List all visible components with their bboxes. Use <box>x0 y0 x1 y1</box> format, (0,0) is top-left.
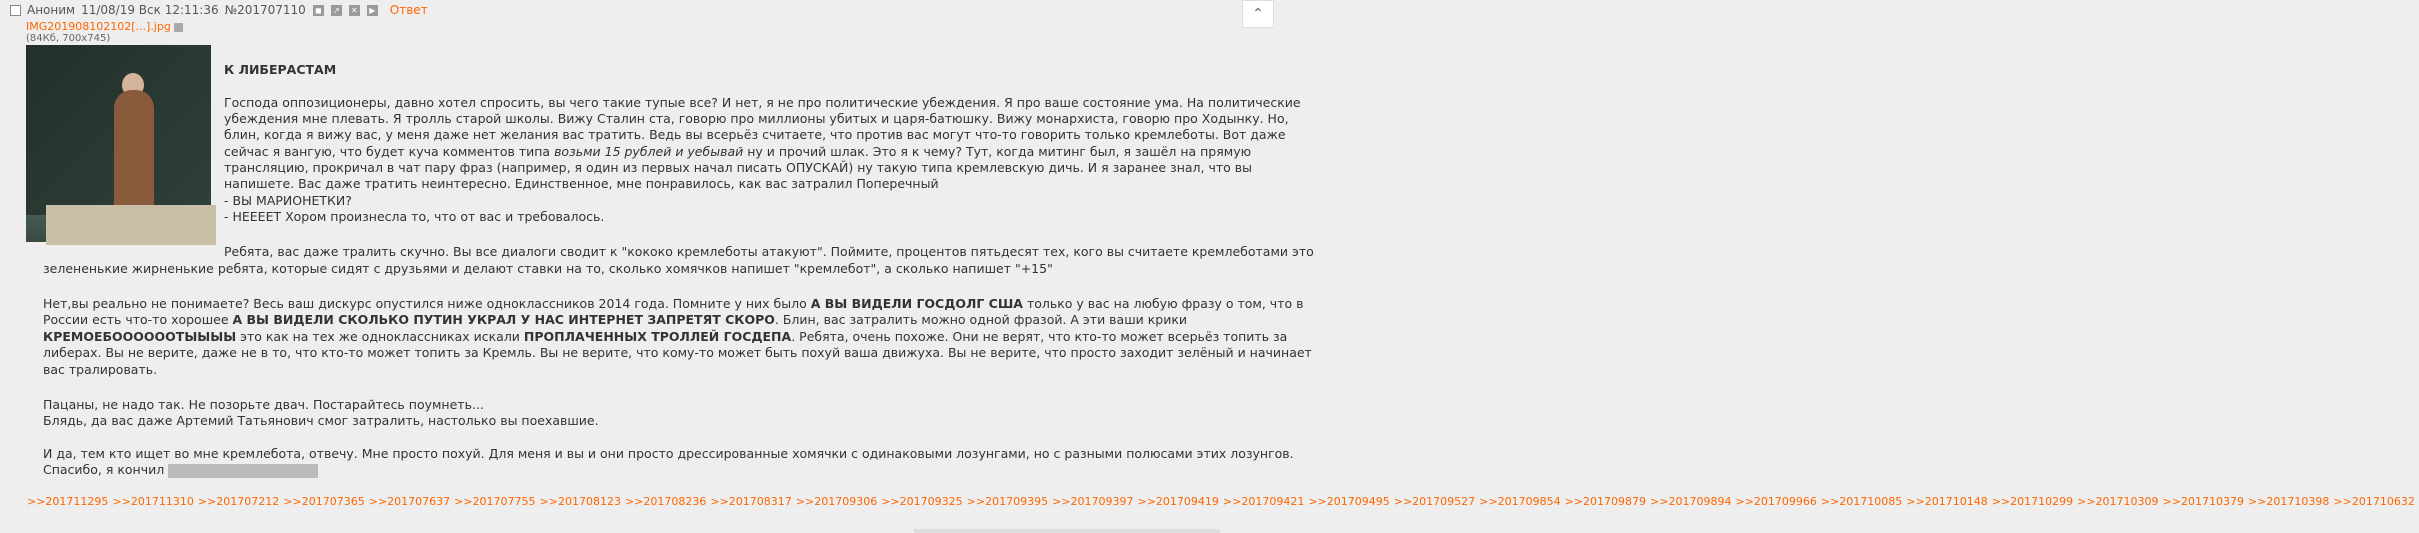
p3-line-3 <box>43 329 1287 346</box>
reply-link-4[interactable]: >>201707365 <box>283 495 365 508</box>
file-name[interactable]: IMG201908102102[...].jpg <box>26 20 171 33</box>
p1-line-2: убеждения мне плевать. Я тролль старой школы. Вижу Сталин ста, говорю про миллионы убитых и царя-батюшку. Вижу монархиста, говорю про Ходынку. Но, <box>224 111 1289 126</box>
reply-link-27[interactable]: >>201710398 <box>2247 495 2330 508</box>
reply-link-16[interactable]: >>201709495 <box>1308 495 1390 508</box>
p2-line-2: зелененькие жирненькие ребята, которые сидят с друзьями и делают ставки на то, сколько хомячков напишет "кремлебот", а сколько напишет "+15" <box>43 261 1053 276</box>
p1-line-3: блин, когда я вижу вас, у меня даже нет желания вас тратить. Ведь вы всерьёз считаете, что против вас могут что-то говорить только кремлеботы. Вот даже <box>224 127 1286 142</box>
replies-list <box>27 494 2415 509</box>
arrow-up-icon[interactable]: ⌃ <box>1242 0 1274 28</box>
p3-text-c: России есть что-то хорошее <box>43 312 233 327</box>
post-image-thumbnail[interactable] <box>26 45 211 242</box>
p3-text-f: . Ребята, очень похоже. Они не верят, что кто-то может всерьёз топить за <box>791 329 1288 344</box>
reply-link-28[interactable]: >>201710632 <box>2333 495 2415 508</box>
spoiler-block[interactable] <box>168 464 318 478</box>
play-icon[interactable]: ▶ <box>367 5 378 16</box>
p3-text-d: . Блин, вас затралить можно одной фразой. А эти ваши крики <box>774 312 1188 327</box>
reply-link-9[interactable]: >>201708317 <box>710 495 792 508</box>
p1-line-4 <box>224 144 1251 161</box>
p3-line-1 <box>43 296 1303 313</box>
p5-text: Спасибо, я кончил <box>43 462 165 477</box>
reply-link-24[interactable]: >>201710299 <box>1991 495 2074 508</box>
reply-link-21[interactable]: >>201709966 <box>1735 495 1817 508</box>
p3-bold-3: КРЕМОЕБООООООТЫЫЫЫ <box>43 329 237 344</box>
post-header <box>10 2 428 18</box>
reply-link-25[interactable]: >>201710309 <box>2077 495 2159 508</box>
hide-icon[interactable]: ◼ <box>313 5 324 16</box>
expand-icon[interactable]: ↗ <box>331 5 342 16</box>
reply-link-10[interactable]: >>201709306 <box>795 495 878 508</box>
p1-line-5: трансляцию, прокричал в чат пару фраз (например, я один из первых начал писать ОПУСКАЙ) ну такую типа кремлевскую дичь. И я заранее знал, что вы <box>224 160 1252 175</box>
reply-link-11[interactable]: >>201709325 <box>881 495 963 508</box>
reply-link-6[interactable]: >>201707755 <box>454 495 536 508</box>
p1-line-4b: ну и прочий шлак. Это я к чему? Тут, когда митинг был, я зашёл на прямую <box>743 144 1252 159</box>
reply-link-14[interactable]: >>201709419 <box>1137 495 1219 508</box>
file-name-link[interactable] <box>26 20 183 33</box>
p1-italic: возьми 15 рублей и уебывай <box>554 144 744 159</box>
post-number[interactable]: №201707110 <box>224 3 306 17</box>
p1-line-4a: сейчас я вангую, что будет куча комментов типа <box>224 144 555 159</box>
post-datetime: 11/08/19 Вск 12:11:36 <box>81 3 219 17</box>
p3-bold-2: А ВЫ ВИДЕЛИ СКОЛЬКО ПУТИН УКРАЛ У НАС ИНТЕРНЕТ ЗАПРЕТЯТ СКОРО <box>232 312 775 327</box>
file-meta: (84Кб, 700x745) <box>26 33 111 44</box>
reply-link-1[interactable]: >>201711295 <box>27 495 109 508</box>
reply-link-17[interactable]: >>201709527 <box>1393 495 1476 508</box>
reply-link-13[interactable]: >>201709397 <box>1052 495 1134 508</box>
p3-text-a: Нет,вы реально не понимаете? Весь ваш дискурс опустился ниже одноклассников 2014 года. Помните у них было <box>43 296 811 311</box>
p2-line-1: Ребята, вас даже тралить скучно. Вы все диалоги сводит к "кококо кремлеботы атакуют". Поймите, процентов пятьдесят тех, кого вы считаете кремлеботами это <box>224 244 1314 259</box>
p3-bold-4: ПРОПЛАЧЕННЫХ ТРОЛЛЕЙ ГОСДЕПА <box>523 329 792 344</box>
bottom-scroll-strip <box>914 529 1220 533</box>
p1-line-6: напишете. Вас даже тратить неинтересно. Единственное, мне понравилось, как вас затралил Поперечный <box>224 176 939 191</box>
reply-link-7[interactable]: >>201708123 <box>539 495 621 508</box>
post-author: Аноним <box>27 3 76 17</box>
reply-link-15[interactable]: >>201709421 <box>1222 495 1305 508</box>
p4-line-1: Пацаны, не надо так. Не позорьте двач. Постарайтесь поумнеть... <box>43 397 484 412</box>
p3-line-5: вас тралировать. <box>43 362 158 377</box>
reply-link-8[interactable]: >>201708236 <box>624 495 707 508</box>
reply-link-20[interactable]: >>201709894 <box>1650 495 1732 508</box>
p3-bold-1: А ВЫ ВИДЕЛИ ГОСДОЛГ США <box>810 296 1023 311</box>
reply-link-12[interactable]: >>201709395 <box>966 495 1049 508</box>
reply-link-3[interactable]: >>201707212 <box>197 495 280 508</box>
reply-link-2[interactable]: >>201711310 <box>112 495 194 508</box>
close-icon[interactable]: ✕ <box>349 5 360 16</box>
p3-text-b: только у вас на любую фразу о том, что в <box>1022 296 1304 311</box>
post-title: К ЛИБЕРАСТАМ <box>224 62 337 77</box>
reply-link-26[interactable]: >>201710379 <box>2162 495 2244 508</box>
p5-line-2 <box>43 462 318 479</box>
post-select-checkbox[interactable] <box>10 5 21 16</box>
reply-link-19[interactable]: >>201709879 <box>1564 495 1647 508</box>
p3-text-e: это как на тех же одноклассниках искали <box>236 329 524 344</box>
p1-line-7: - ВЫ МАРИОНЕТКИ? <box>224 193 352 208</box>
p1-line-1: Господа оппозиционеры, давно хотел спросить, вы чего такие тупые все? И нет, я не про политические убеждения. Я про ваше состояние ума. На политические <box>224 95 1301 110</box>
p3-line-4: либерах. Вы не верите, даже не в то, что кто-то может топить за Кремль. Вы не верите, что кому-то может быть похуй ваша движуха. Вы не верите, что просто заходит зелёный и начинает <box>43 345 1312 360</box>
p3-line-2 <box>43 312 1187 329</box>
p5-line-1: И да, тем кто ищет во мне кремлебота, отвечу. Мне просто похуй. Для меня и вы и они просто дрессированные хомячки с одинаковыми лозунгами, но с разными полюсами этих лозунгов. <box>43 446 1294 461</box>
reply-link[interactable]: Ответ <box>389 3 428 17</box>
search-image-icon[interactable] <box>174 23 183 32</box>
reply-link-18[interactable]: >>201709854 <box>1479 495 1561 508</box>
p1-line-8: - НЕЕЕЕТ Хором произнесла то, что от вас и требовалось. <box>224 209 605 224</box>
reply-link-23[interactable]: >>201710148 <box>1906 495 1988 508</box>
reply-link-22[interactable]: >>201710085 <box>1820 495 1903 508</box>
p4-line-2: Блядь, да вас даже Артемий Татьянович смог затралить, настолько вы поехавшие. <box>43 413 599 428</box>
reply-link-5[interactable]: >>201707637 <box>368 495 451 508</box>
